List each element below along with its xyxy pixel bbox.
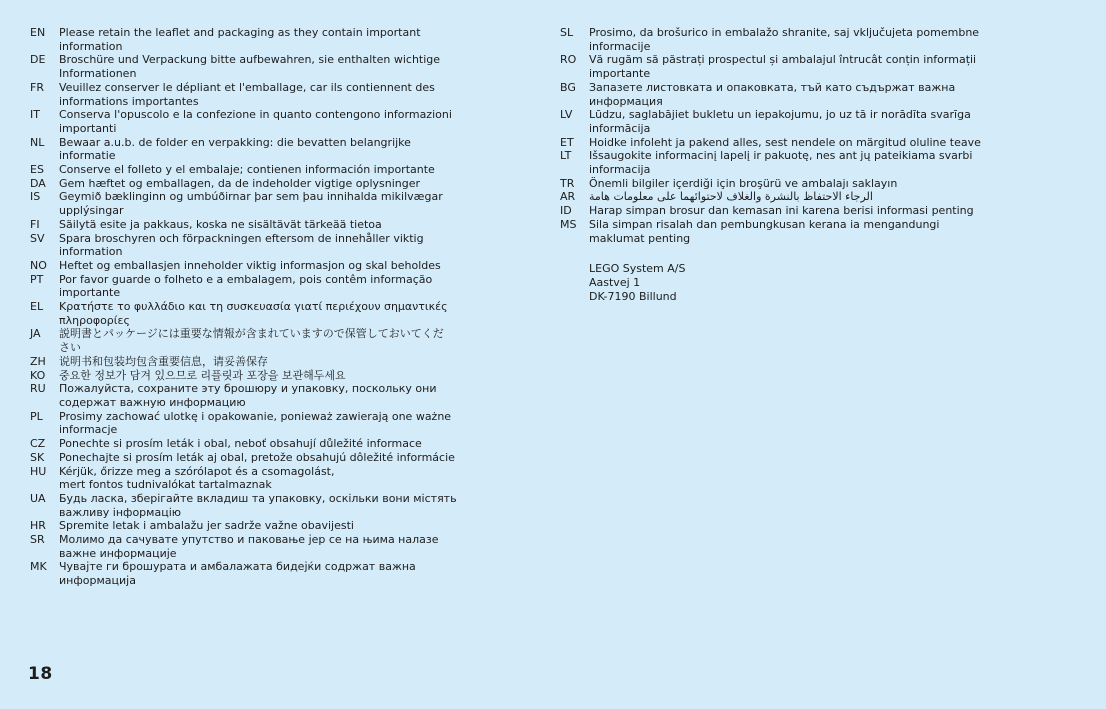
language-code: CZ bbox=[30, 437, 46, 451]
right-column bbox=[560, 26, 1080, 303]
language-entry-ru bbox=[30, 382, 500, 409]
language-entry-lv bbox=[560, 108, 1080, 135]
language-entry-fi bbox=[30, 218, 500, 232]
language-entry-tr bbox=[560, 177, 1080, 191]
language-entry-sv bbox=[30, 232, 500, 259]
language-text: الرجاء الاحتفاظ بالنشرة والغلاف لاحتوائهما على معلومات هامة bbox=[589, 190, 873, 204]
language-text: 説明書とパッケージには重要な情報が含まれていますので保管しておいてくだ さい bbox=[59, 327, 444, 355]
language-text: Gem hæftet og emballagen, da de indeholder vigtige oplysninger bbox=[59, 176, 421, 190]
language-entry-sr bbox=[30, 533, 500, 560]
language-entry-pt bbox=[30, 273, 500, 300]
language-text: Запазете листовката и опаковката, тъй като съдържат важна информация bbox=[589, 80, 956, 108]
language-text: Vă rugăm să păstrați prospectul și ambalajul întrucât conțin informații importante bbox=[589, 53, 977, 81]
language-text: Ponechajte si prosím leták aj obal, pretože obsahujú dôležité informácie bbox=[59, 450, 455, 464]
language-text: Spara broschyren och förpackningen eftersom de innehåller viktig information bbox=[59, 231, 424, 259]
left-column bbox=[30, 26, 500, 588]
language-text: Spremite letak i ambalažu jer sadrže važne obavijesti bbox=[59, 519, 354, 533]
language-code: EL bbox=[30, 300, 44, 314]
language-code: JA bbox=[30, 327, 41, 341]
language-text: Geymið bæklinginn og umbúðirnar þar sem þau innihalda mikilvægar upplýsingar bbox=[59, 190, 443, 218]
language-entry-cz bbox=[30, 437, 500, 451]
language-code: SV bbox=[30, 231, 45, 245]
language-text: Sila simpan risalah dan pembungkusan kerana ia mengandungi maklumat penting bbox=[589, 217, 940, 245]
language-code: ZH bbox=[30, 354, 46, 368]
language-entry-fr bbox=[30, 81, 500, 108]
language-code: ID bbox=[560, 204, 572, 218]
language-text: Išsaugokite informacinį lapelį ir pakuotę, nes ant jų pateikiama svarbi informacija bbox=[589, 149, 973, 177]
address-street: Aastvej 1 bbox=[589, 275, 641, 289]
language-entry-id bbox=[560, 204, 1080, 218]
language-code: MS bbox=[560, 217, 577, 231]
language-code: ES bbox=[30, 163, 44, 177]
language-entry-no bbox=[30, 259, 500, 273]
page-number: 18 bbox=[28, 664, 53, 684]
language-entry-es bbox=[30, 163, 500, 177]
language-entry-mk bbox=[30, 560, 500, 587]
language-entry-lt bbox=[560, 149, 1080, 176]
language-text: 说明书和包装均包含重要信息，请妥善保存 bbox=[59, 354, 268, 368]
language-entry-ko bbox=[30, 369, 500, 383]
language-entry-en bbox=[30, 26, 500, 53]
language-entry-et bbox=[560, 136, 1080, 150]
language-code: RO bbox=[560, 53, 577, 67]
right-entries bbox=[560, 26, 1080, 245]
language-text: Please retain the leaflet and packaging as they contain important information bbox=[59, 26, 421, 53]
language-text: Harap simpan brosur dan kemasan ini karena berisi informasi penting bbox=[589, 204, 974, 218]
language-code: SR bbox=[30, 533, 45, 547]
language-code: DA bbox=[30, 176, 46, 190]
language-text: Ponechte si prosím leták i obal, neboť obsahují důležité informace bbox=[59, 437, 422, 451]
language-entry-hr bbox=[30, 519, 500, 533]
address-city: DK-7190 Billund bbox=[589, 289, 677, 303]
language-text: Conserva l'opuscolo e la confezione in quanto contengono informazioni importanti bbox=[59, 108, 452, 135]
language-entry-bg bbox=[560, 81, 1080, 108]
language-text: Prosimo, da brošurico in embalažo shranite, saj vključujeta pomembne informacije bbox=[589, 26, 980, 53]
language-entry-ms bbox=[560, 218, 1080, 245]
language-text: Önemli bilgiler içerdiği için broşürü ve ambalajı saklayın bbox=[589, 176, 898, 190]
language-text: Lūdzu, saglabājiet bukletu un iepakojumu, jo uz tā ir norādīta svarīga informācija bbox=[589, 108, 971, 135]
language-text: Veuillez conserver le dépliant et l'emballage, car ils contiennent des informations importantes bbox=[59, 80, 435, 108]
language-code: SK bbox=[30, 450, 45, 464]
language-code: UA bbox=[30, 491, 46, 505]
language-entry-sk bbox=[30, 451, 500, 465]
language-code: IT bbox=[30, 108, 40, 122]
language-code: HU bbox=[30, 464, 47, 478]
language-code: NO bbox=[30, 258, 47, 272]
language-code: NL bbox=[30, 135, 45, 149]
address-company: LEGO System A/S bbox=[589, 262, 686, 276]
language-code: TR bbox=[560, 176, 575, 190]
language-code: FI bbox=[30, 217, 40, 231]
language-text: Κρατήστε το φυλλάδιο και τη συσκευασία γιατί περιέχουν σημαντικές πληροφορίες bbox=[59, 300, 448, 327]
language-code: FR bbox=[30, 80, 44, 94]
language-entry-it bbox=[30, 108, 500, 135]
language-entry-da bbox=[30, 177, 500, 191]
language-text: Hoidke infoleht ja pakend alles, sest nendele on märgitud oluline teave bbox=[589, 135, 981, 149]
language-entry-ja bbox=[30, 327, 500, 354]
language-text: Kérjük, őrizze meg a szórólapot és a csomagolást, mert fontos tudnivalókat tartalmaznak bbox=[59, 464, 335, 492]
language-entry-ua bbox=[30, 492, 500, 519]
language-text: Broschüre und Verpackung bitte aufbewahren, sie enthalten wichtige Informationen bbox=[59, 53, 441, 81]
language-entry-de bbox=[30, 53, 500, 80]
language-text: Conserve el folleto y el embalaje; contienen información importante bbox=[59, 163, 435, 177]
language-text: Пожалуйста, сохраните эту брошюру и упаковку, поскольку они содержат важную информацию bbox=[59, 382, 437, 409]
language-entry-pl bbox=[30, 410, 500, 437]
language-entry-hu bbox=[30, 465, 500, 492]
address-block bbox=[589, 262, 1080, 303]
language-code: KO bbox=[30, 368, 46, 382]
language-entry-nl bbox=[30, 136, 500, 163]
language-entry-is bbox=[30, 190, 500, 217]
language-code: ET bbox=[560, 135, 574, 149]
language-text: Будь ласка, зберігайте вкладиш та упаковку, оскільки вони містять важливу інформацію bbox=[59, 491, 457, 519]
language-entry-zh bbox=[30, 355, 500, 369]
language-text: Молимо да сачувате упутство и паковање јер се на њима налазе важне информације bbox=[59, 533, 439, 560]
language-text: 중요한 정보가 담겨 있으므로 리플릿과 포장을 보관해두세요 bbox=[59, 368, 346, 382]
language-code: SL bbox=[560, 26, 574, 39]
language-code: RU bbox=[30, 382, 46, 396]
language-code: MK bbox=[30, 560, 47, 574]
language-code: IS bbox=[30, 190, 41, 204]
language-entry-el bbox=[30, 300, 500, 327]
language-code: HR bbox=[30, 519, 46, 533]
language-entry-sl bbox=[560, 26, 1080, 53]
language-code: PL bbox=[30, 409, 43, 423]
language-text: Prosimy zachować ulotkę i opakowanie, ponieważ zawierają one ważne informacje bbox=[59, 409, 452, 437]
language-code: AR bbox=[560, 190, 576, 204]
language-entry-ar bbox=[560, 190, 1080, 204]
language-text: Säilytä esite ja pakkaus, koska ne sisältävät tärkeää tietoa bbox=[59, 217, 382, 231]
language-code: DE bbox=[30, 53, 46, 67]
language-code: PT bbox=[30, 272, 44, 286]
language-text: Por favor guarde o folheto e a embalagem, pois contêm informação importante bbox=[59, 272, 433, 300]
language-text: Bewaar a.u.b. de folder en verpakking: die bevatten belangrijke informatie bbox=[59, 135, 411, 163]
language-code: LT bbox=[560, 149, 572, 163]
language-text: Heftet og emballasjen inneholder viktig informasjon og skal beholdes bbox=[59, 258, 441, 272]
language-text: Чувајте ги брошурата и амбалажата бидејќи содржат важна информација bbox=[59, 560, 416, 588]
language-code: LV bbox=[560, 108, 573, 122]
language-code: EN bbox=[30, 26, 46, 39]
language-code: BG bbox=[560, 80, 576, 94]
language-entry-ro bbox=[560, 53, 1080, 80]
